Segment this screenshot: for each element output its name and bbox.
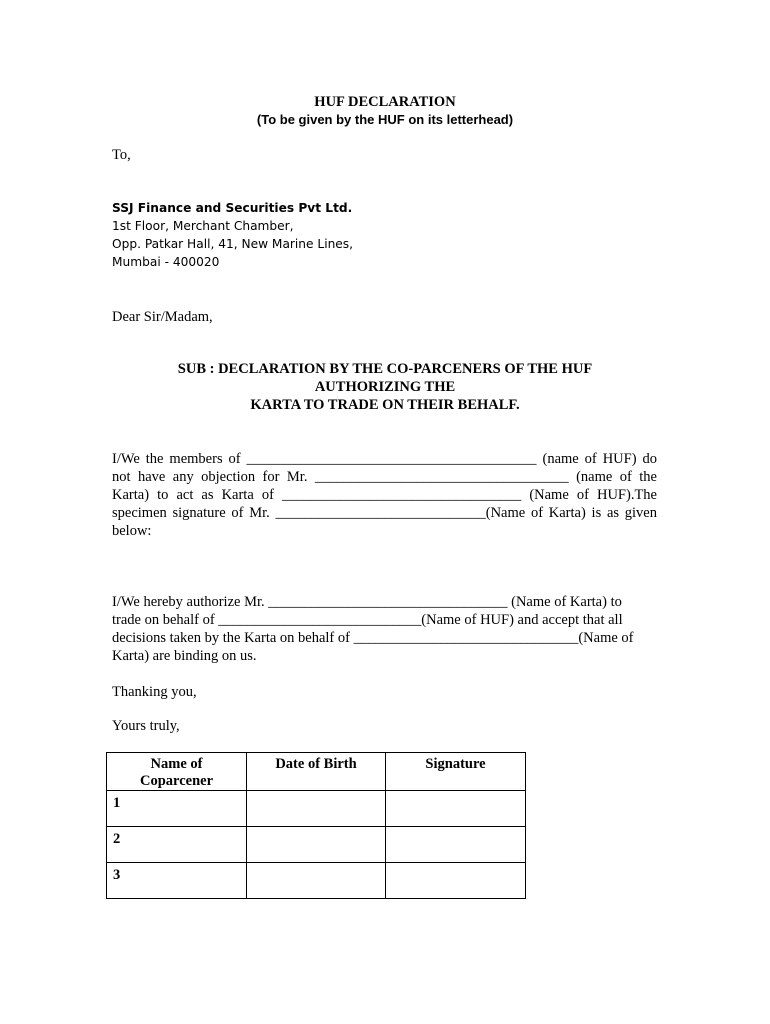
header-date-of-birth: Date of Birth <box>247 753 386 791</box>
table-row <box>107 863 526 899</box>
address-line-3: Mumbai - 400020 <box>112 255 220 269</box>
paragraph-line: below: <box>112 523 152 539</box>
header-name-of-coparcener: Name of Coparcener <box>107 753 247 791</box>
row-number: 3 <box>107 863 247 899</box>
table-header-row <box>107 753 526 791</box>
signature-cell <box>386 863 526 899</box>
greeting: Dear Sir/Madam, <box>112 309 213 325</box>
subject-line-1: SUB : DECLARATION BY THE CO-PARCENERS OF THE HUF <box>177 361 593 377</box>
doc-title: HUF DECLARATION <box>314 94 456 110</box>
table-row <box>107 791 526 827</box>
table-row <box>107 827 526 863</box>
closing-thanks: Thanking you, <box>112 684 197 700</box>
paragraph-line: Karta) are binding on us. <box>112 648 257 664</box>
signature-cell <box>386 791 526 827</box>
coparcener-table <box>106 752 526 899</box>
dob-cell <box>247 863 386 899</box>
paragraph-line: trade on behalf of ____________________________(Name of HUF) and accept that all <box>112 612 623 628</box>
subject-line-2: AUTHORIZING THE <box>314 379 456 395</box>
address-company: SSJ Finance and Securities Pvt Ltd. <box>112 201 353 215</box>
address-line-1: 1st Floor, Merchant Chamber, <box>112 219 294 233</box>
dob-cell <box>247 827 386 863</box>
paragraph-line: Karta) to act as Karta of _________________________________ (Name of HUF).The <box>112 487 657 503</box>
row-number: 1 <box>107 791 247 827</box>
subject-line-3: KARTA TO TRADE ON THEIR BEHALF. <box>250 397 520 413</box>
signature-cell <box>386 827 526 863</box>
paragraph-line: specimen signature of Mr. _____________________________(Name of Karta) is as given <box>112 505 657 521</box>
header-signature: Signature <box>386 753 526 791</box>
address-line-2: Opp. Patkar Hall, 41, New Marine Lines, <box>112 237 354 251</box>
paragraph-line: I/We hereby authorize Mr. _________________________________ (Name of Karta) to <box>112 594 622 610</box>
salutation-to: To, <box>112 147 131 163</box>
paragraph-line: decisions taken by the Karta on behalf of _______________________________(Name of <box>112 630 634 646</box>
doc-subtitle: (To be given by the HUF on its letterhead) <box>256 112 514 127</box>
closing-yours: Yours truly, <box>112 718 180 734</box>
dob-cell <box>247 791 386 827</box>
row-number: 2 <box>107 827 247 863</box>
paragraph-line: not have any objection for Mr. ___________________________________ (name of the <box>112 469 657 485</box>
paragraph-line: I/We the members of ________________________________________ (name of HUF) do <box>112 451 657 467</box>
